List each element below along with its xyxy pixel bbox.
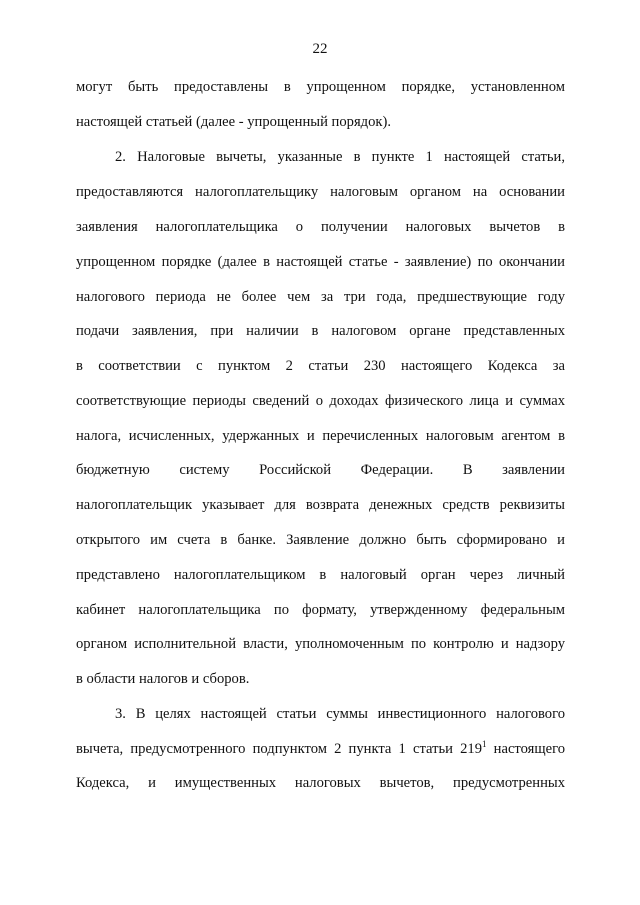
text-line: бюджетную систему Российской Федерации. В заявлении <box>76 462 565 478</box>
text-line: в соответствии с пунктом 2 статьи 230 настоящего Кодекса за <box>76 358 565 374</box>
text-line: могут быть предоставлены в упрощенном порядке, установленном <box>76 79 565 95</box>
text-line: упрощенном порядке (далее в настоящей статье - заявление) по окончании <box>76 254 565 270</box>
paragraph-2-start: 2. Налоговые вычеты, указанные в пункте 1 настоящей статьи, <box>115 149 565 165</box>
text-line: налогового периода не более чем за три года, предшествующие году <box>76 289 565 305</box>
line-text-before-superscript: вычета, предусмотренного подпунктом 2 пункта 1 статьи 219 <box>76 741 483 757</box>
superscript-one: 1 <box>482 739 487 749</box>
paragraph-3-start: 3. В целях настоящей статьи суммы инвестиционного налогового <box>115 706 565 722</box>
text-line: кабинет налогоплательщика по формату, утвержденному федеральным <box>76 602 565 618</box>
text-line: подачи заявления, при наличии в налоговом органе представленных <box>76 323 565 339</box>
text-line: заявления налогоплательщика о получении налоговых вычетов в <box>76 219 565 235</box>
text-line: Кодекса, и имущественных налоговых вычетов, предусмотренных <box>76 775 565 791</box>
text-line: налога, исчисленных, удержанных и перечисленных налоговым агентом в <box>76 428 565 444</box>
text-line: открытого им счета в банке. Заявление должно быть сформировано и <box>76 532 565 548</box>
text-line: настоящей статьей (далее - упрощенный порядок). <box>76 114 391 130</box>
line-text-after-superscript: настоящего <box>493 741 565 757</box>
text-line: налогоплательщик указывает для возврата денежных средств реквизиты <box>76 497 565 513</box>
text-line-with-superscript <box>76 740 565 758</box>
text-line: представлено налогоплательщиком в налоговый орган через личный <box>76 567 565 583</box>
text-line: в области налогов и сборов. <box>76 671 250 687</box>
text-line: соответствующие периоды сведений о доходах физического лица и суммах <box>76 393 565 409</box>
text-line: органом исполнительной власти, уполномоченным по контролю и надзору <box>76 636 565 652</box>
page-number: 22 <box>312 41 328 57</box>
text-line: предоставляются налогоплательщику налоговым органом на основании <box>76 184 565 200</box>
